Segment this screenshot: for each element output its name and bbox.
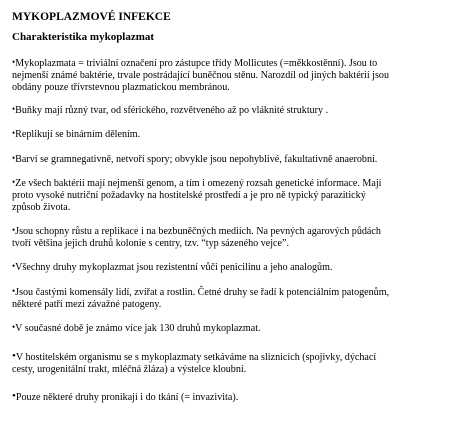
bullet-icon: • — [12, 225, 16, 235]
text-line: cesty, urogenitální trakt, mléčná žláza) a výstelce kloubní. — [12, 364, 247, 376]
bullet-icon: • — [12, 322, 16, 332]
text-line — [12, 351, 452, 364]
text-line — [12, 104, 452, 117]
document-title: MYKOPLAZMOVÉ INFEKCE — [12, 11, 171, 23]
text-line: tvoří většina jejich druhů kolonie s centry, tzv. “typ sázeného vejce”. — [12, 238, 290, 250]
text-line — [12, 128, 452, 141]
text-line — [12, 391, 452, 404]
paragraph-commensals — [12, 286, 452, 311]
bullet-icon: • — [12, 286, 16, 296]
text-line-content: Všechny druhy mykoplazmat jsou rezistentní vůči penicilinu a jeho analogům. — [15, 262, 333, 273]
document-subtitle: Charakteristika mykoplazmat — [12, 31, 155, 43]
bullet-icon: • — [12, 261, 16, 271]
text-line — [12, 57, 452, 70]
paragraph-invasivity — [12, 391, 452, 404]
bullet-icon: • — [12, 350, 16, 362]
text-line-content: Barví se gramnegativně, netvoří spory; obvykle jsou nepohyblivé, fakultativně anaerobní. — [15, 154, 378, 165]
text-line-content: Buňky mají různý tvar, od sférického, rozvětveného až po vláknité struktury . — [15, 105, 329, 116]
text-line-content: Jsou častými komensály lidí, zvířat a rostlin. Četné druhy se řadí k potenciálním patogenům, — [15, 287, 390, 298]
text-line: nejmenší známé baktérie, trvale postrádající buněčnou stěnu. Narozdíl od jiných baktérií jsou — [12, 70, 389, 82]
paragraph-replication — [12, 128, 452, 141]
text-line-content: Pouze některé druhy pronikají i do tkání (= invazivita). — [15, 392, 239, 403]
text-line — [12, 261, 452, 274]
bullet-icon: • — [12, 57, 16, 67]
text-line-content: V současné době je známo více jak 130 druhů mykoplazmat. — [15, 323, 261, 334]
text-line-content: Ze všech baktérií mají nejmenší genom, a tím i omezený rozsah genetické informace. Mají — [15, 178, 382, 189]
text-line — [12, 286, 452, 299]
text-line-content: V hostitelském organismu se s mykoplazmaty setkáváme na sliznicích (spojivky, dýchací — [15, 352, 377, 363]
text-line — [12, 153, 452, 166]
text-line-content: Jsou schopny růstu a replikace i na bezbuněčných mediích. Na pevných agarových půdách — [15, 226, 381, 237]
text-line-content: Mykoplazmata = triviální označení pro zástupce třídy Mollicutes (=měkkostěnní). Jsou to — [15, 58, 378, 69]
text-line: některé patří mezi závažné patogeny. — [12, 299, 162, 311]
bullet-icon: • — [12, 177, 16, 187]
text-line — [12, 225, 452, 238]
paragraph-mykoplazmata-definition — [12, 57, 452, 95]
paragraph-species-count — [12, 322, 452, 335]
text-line-content: Replikují se binárním dělením. — [15, 129, 141, 140]
text-line: obdány pouze třívrstevnou plazmatickou membránou. — [12, 82, 230, 94]
text-line: způsob života. — [12, 202, 71, 214]
bullet-icon: • — [12, 104, 16, 114]
bullet-icon: • — [12, 390, 16, 402]
paragraph-genome — [12, 177, 452, 215]
paragraph-resistance — [12, 261, 452, 274]
bullet-icon: • — [12, 153, 16, 163]
text-line — [12, 322, 452, 335]
paragraph-growth — [12, 225, 452, 250]
bullet-icon: • — [12, 128, 16, 138]
text-line: proto vysoké nutriční požadavky na hostitelské prostředí a je pro ně typický parazitický — [12, 190, 366, 202]
paragraph-cell-shape — [12, 104, 452, 117]
paragraph-host-sites — [12, 351, 452, 376]
text-line — [12, 177, 452, 190]
paragraph-staining — [12, 153, 452, 166]
